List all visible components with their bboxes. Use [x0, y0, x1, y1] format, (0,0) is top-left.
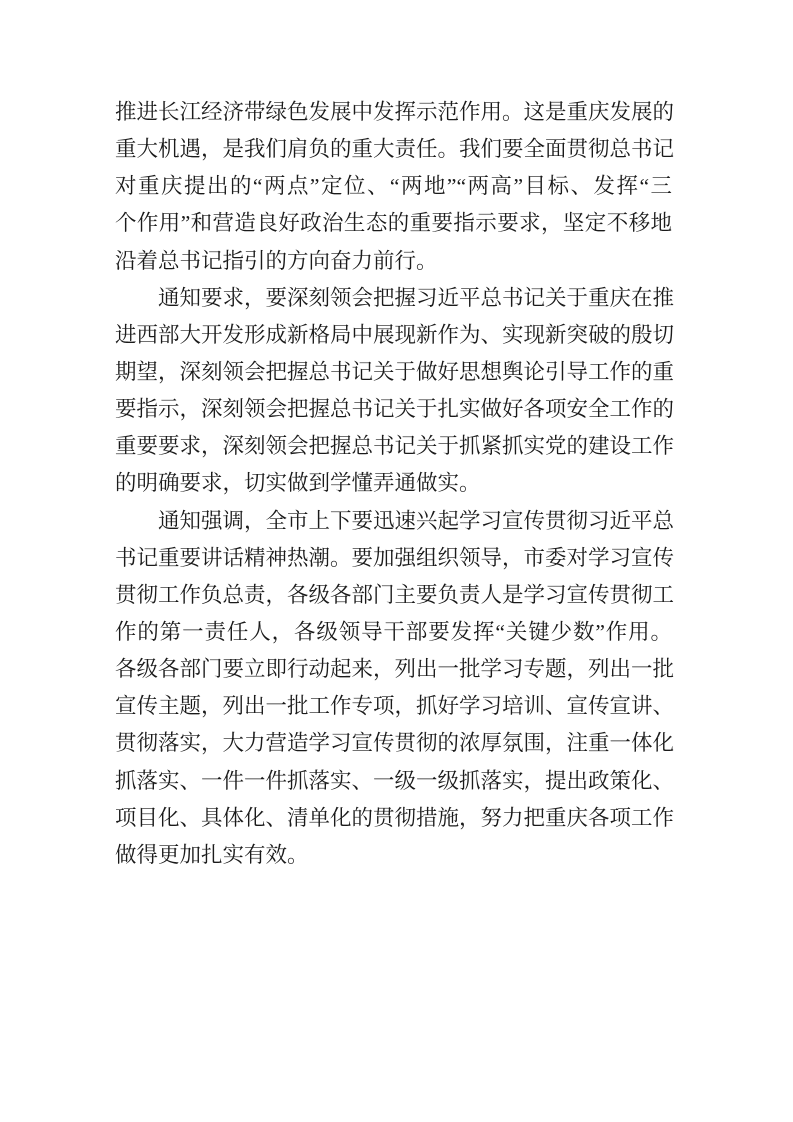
text-line: 项目化、具体化、清单化的贯彻措施，努力把重庆各项工作 — [115, 805, 675, 830]
paragraph-3 — [115, 503, 675, 874]
text-line: 通知要求，要深刻领会把握习近平总书记关于重庆在推 — [158, 285, 675, 310]
text-line: 书记重要讲话精神热潮。要加强组织领导，市委对学习宣传 — [115, 545, 675, 570]
text-line: 期望，深刻领会把握总书记关于做好思想舆论引导工作的重 — [115, 359, 675, 384]
text-line: 做得更加扎实有效。 — [115, 842, 309, 867]
text-line: 的明确要求，切实做到学懂弄通做实。 — [115, 471, 481, 496]
text-line: 要指示，深刻领会把握总书记关于扎实做好各项安全工作的 — [115, 397, 675, 422]
text-line: 作的第一责任人，各级领导干部要发挥“关键少数”作用。 — [115, 619, 672, 644]
text-line: 通知强调，全市上下要迅速兴起学习宣传贯彻习近平总 — [158, 508, 675, 533]
text-line: 抓落实、一件一件抓落实、一级一级抓落实，提出政策化、 — [115, 768, 675, 793]
text-line: 沿着总书记指引的方向奋力前行。 — [115, 248, 438, 273]
text-line: 贯彻工作负总责，各级各部门主要负责人是学习宣传贯彻工 — [115, 582, 675, 607]
text-line: 各级各部门要立即行动起来，列出一批学习专题，列出一批 — [115, 657, 675, 682]
text-line: 重要要求，深刻领会把握总书记关于抓紧抓实党的建设工作 — [115, 434, 675, 459]
paragraph-1 — [115, 94, 675, 280]
text-line: 进西部大开发形成新格局中展现新作为、实现新突破的殷切 — [115, 322, 675, 347]
text-line: 推进长江经济带绿色发展中发挥示范作用。这是重庆发展的 — [115, 100, 675, 124]
paragraph-2 — [115, 280, 675, 503]
text-line: 贯彻落实，大力营造学习宣传贯彻的浓厚氛围，注重一体化 — [115, 731, 675, 756]
text-block — [115, 94, 675, 874]
text-line: 对重庆提出的“两点”定位、“两地”“两高”目标、发挥“三 — [115, 174, 672, 199]
text-line: 个作用”和营造良好政治生态的重要指示要求，坚定不移地 — [115, 211, 672, 236]
text-line: 宣传主题，列出一批工作专项，抓好学习培训、宣传宣讲、 — [115, 694, 675, 719]
text-line: 重大机遇，是我们肩负的重大责任。我们要全面贯彻总书记 — [115, 137, 675, 162]
